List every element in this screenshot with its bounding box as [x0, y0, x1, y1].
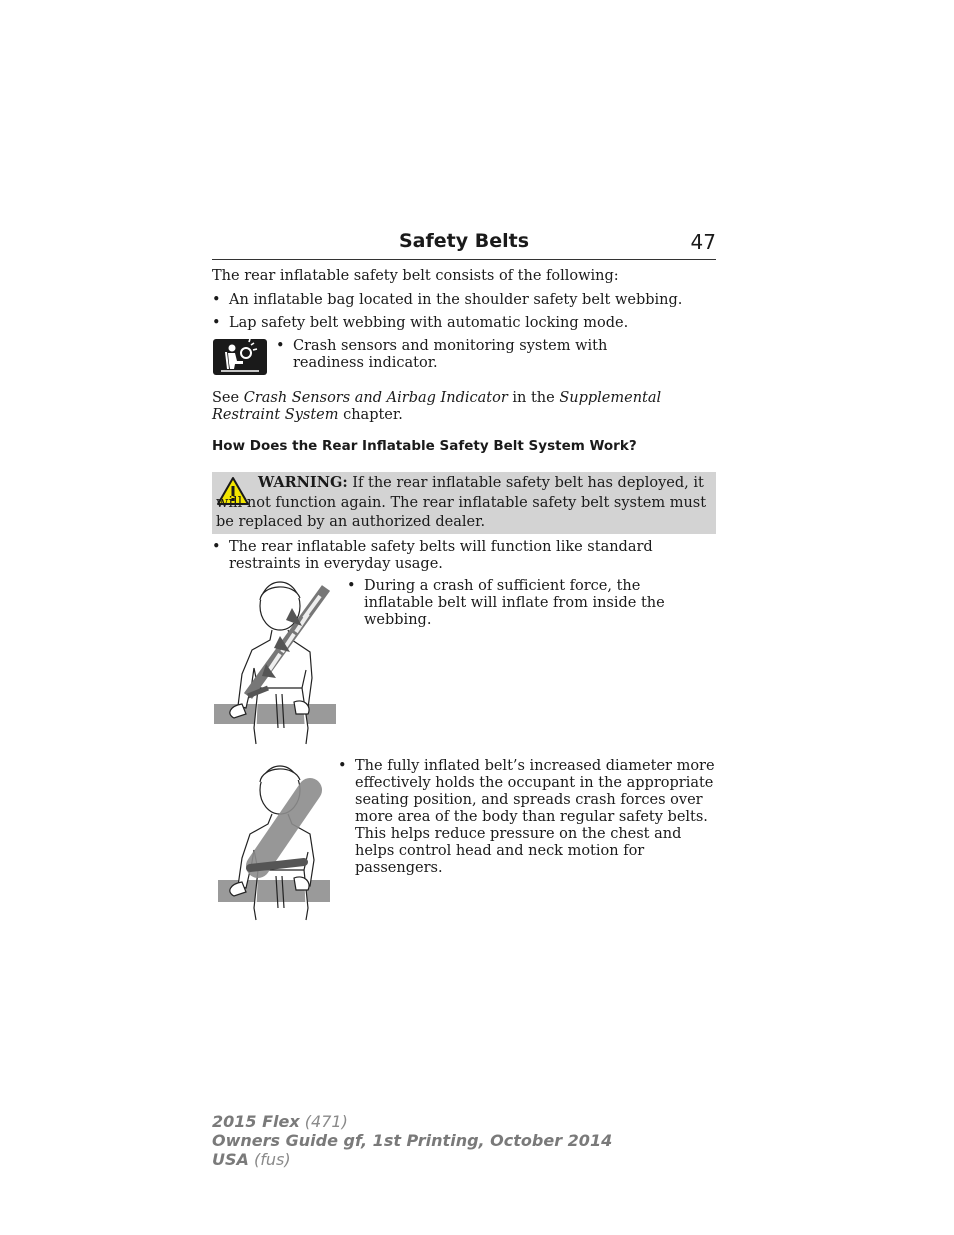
see-reference: See Crash Sensors and Airbag Indicator in the Supplemental Restraint System chapter.: [212, 390, 662, 423]
warning-label: WARNING:: [258, 474, 348, 491]
page-title: Safety Belts: [398, 230, 529, 252]
section-subheading: How Does the Rear Inflatable Safety Belt System Work?: [212, 438, 637, 454]
footer-region: USA (fus): [212, 1150, 291, 1169]
warning-text: WARNING: If the rear inflatable safety belt has deployed, it will not function again. The rear inflatable safety belt system must be replaced by an authorized dealer.: [216, 474, 707, 530]
belt-inflated-illustration: [214, 762, 332, 922]
footer-model: 2015 Flex (471): [212, 1112, 348, 1131]
header-divider: [212, 259, 716, 260]
belt-inflating-illustration: [212, 578, 340, 746]
intro-text: The rear inflatable safety belt consists of the following:: [212, 268, 619, 284]
page-number: 47: [690, 230, 716, 254]
airbag-indicator-icon: [213, 339, 267, 375]
footer-guide: Owners Guide gf, 1st Printing, October 2014: [212, 1131, 613, 1150]
